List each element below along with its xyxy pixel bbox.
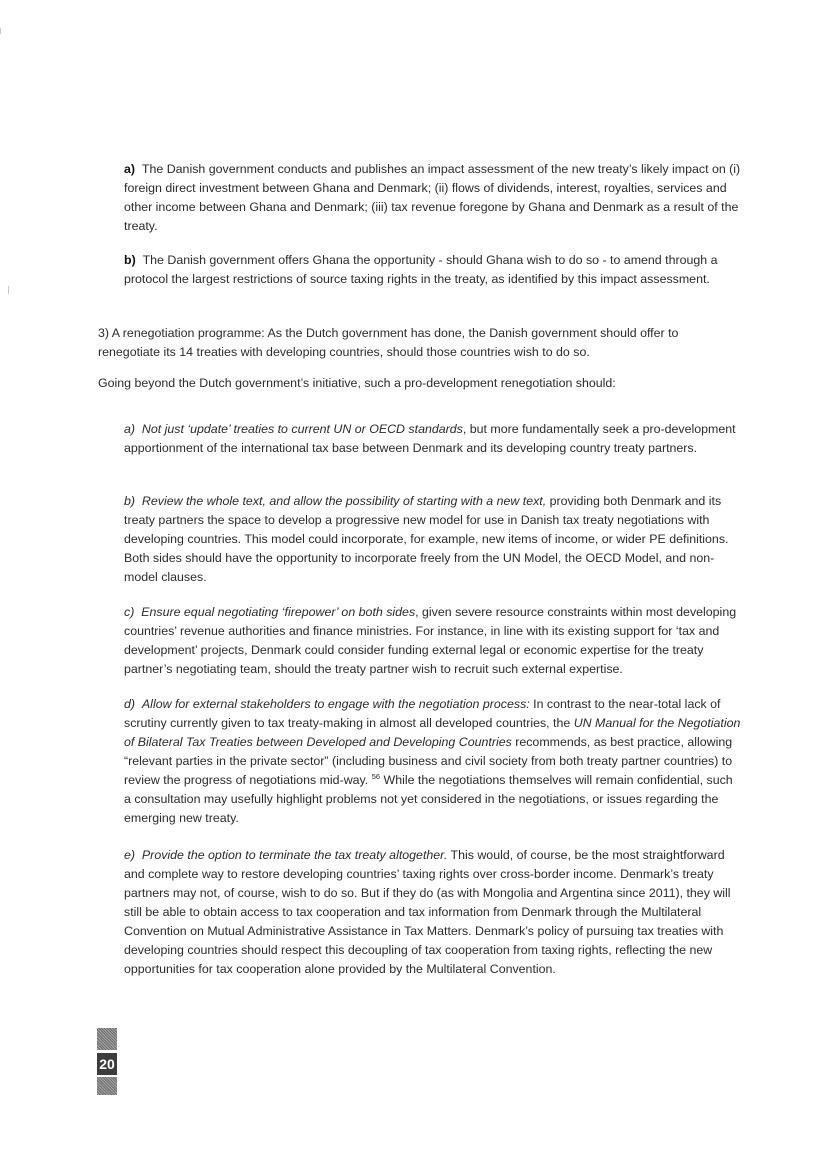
- page-tab-bottom: [97, 1077, 117, 1095]
- list-d-text-3: While the negotiations themselves will remain confidential, such a consultation may usefully highlight problems not yet considered in the negotiations, or issues regarding the emerging new treaty.: [124, 773, 733, 825]
- list-a-label: a): [124, 422, 136, 436]
- footnote-marker: 56: [371, 771, 381, 781]
- list-b-emphasis: Review the whole text, and allow the possibility of starting with a new text,: [141, 494, 547, 508]
- list-a-emphasis: Not just ‘update’ treaties to current UN or OECD standards: [141, 422, 463, 436]
- list-c-text: , given severe resource constraints within most developing countries’ revenue authorities and finance ministries. For instance, in line with its existing support for ‘tax and development’ projects, Denmark could consider funding external legal or economic expertise for the treaty partner’s negotiating team, should the treaty partner wish to recruit such external expertise.: [124, 605, 737, 676]
- list-b-text: providing both Denmark and its treaty partners the space to develop a progressive new model for use in Danish tax treaty negotiations with developing countries. This model could incorporate, for example, new items of income, or wider PE definitions. Both sides should have the opportunity to incorporate freely from the UN Model, the OECD Model, and non-model clauses.: [124, 494, 729, 584]
- scan-mark: [0, 28, 1, 34]
- list-e-emphasis: Provide the option to terminate the tax treaty altogether.: [141, 848, 448, 862]
- scan-mark: [8, 286, 9, 294]
- item-b-label: b): [124, 253, 136, 267]
- list-c-label: c): [124, 605, 135, 619]
- list-e-label: e): [124, 848, 136, 862]
- list-d-manual-title: UN Manual for the Negotiation of Bilateral Tax Treaties between Developed and Developing Countries: [124, 716, 741, 749]
- item-b-text: The Danish government offers Ghana the opportunity - should Ghana wish to do so - to amend through a protocol the largest restrictions of source taxing rights in the treaty, as identified by this impact assessment.: [124, 253, 718, 286]
- beyond-paragraph: Going beyond the Dutch government’s initiative, such a pro-development renegotiation should:: [98, 376, 616, 390]
- list-d-text-2: recommends, as best practice, allowing “relevant parties in the private sector” (including business and civil society from both treaty partner countries) to review the progress of negotiations mid-way.: [124, 735, 733, 787]
- list-a-text: , but more fundamentally seek a pro-development apportionment of the international tax base between Denmark and its developing country treaty partners.: [124, 422, 736, 455]
- page-tab-top: [97, 1028, 117, 1050]
- point-3-paragraph: 3) A renegotiation programme: As the Dutch government has done, the Danish government should offer to renegotiate its 14 treaties with developing countries, should those countries wish to do so.: [98, 326, 679, 359]
- list-c-emphasis: Ensure equal negotiating ‘firepower’ on both sides: [141, 605, 416, 619]
- list-d-text-1: In contrast to the near-total lack of scrutiny currently given to tax treaty-making in almost all developed countries, the: [124, 697, 721, 730]
- list-d-paragraph: [124, 695, 742, 828]
- list-e-text: This would, of course, be the most straightforward and complete way to restore developing countries’ taxing rights over cross-border income. Denmark’s treaty partners may not, of course, wish to do so. But if they do (as with Mongolia and Argentina since 2011), they will still be able to obtain access to tax cooperation and tax information from Denmark through the Multilateral Convention on Mutual Administrative Assistance in Tax Matters. Denmark’s policy of pursuing tax treaties with developing countries should respect this decoupling of tax cooperation from taxing rights, reflecting the new opportunities for tax cooperation alone provided by the Multilateral Convention.: [124, 848, 731, 976]
- list-c-paragraph: [124, 603, 742, 679]
- list-d-emphasis: Allow for external stakeholders to engage with the negotiation process:: [141, 697, 530, 711]
- list-e-paragraph: [124, 846, 742, 979]
- page-number: 20: [97, 1053, 117, 1075]
- list-d-label: d): [124, 697, 136, 711]
- list-b-label: b): [124, 494, 136, 508]
- item-b-paragraph: [124, 251, 742, 289]
- item-a-label: a): [124, 162, 136, 176]
- item-a-paragraph: [124, 160, 742, 236]
- list-b-paragraph: [124, 492, 742, 587]
- list-a-paragraph: [124, 420, 742, 458]
- item-a-text: The Danish government conducts and publishes an impact assessment of the new treaty’s likely impact on (i) foreign direct investment between Ghana and Denmark; (ii) flows of dividends, interest, royalties, services and other income between Ghana and Denmark; (iii) tax revenue foregone by Ghana and Denmark as a result of the treaty.: [124, 162, 741, 233]
